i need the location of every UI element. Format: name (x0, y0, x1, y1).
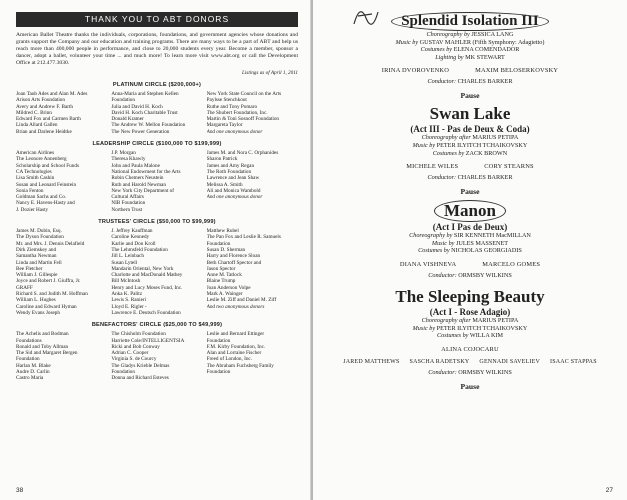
donor-name: Ricki and Bob Conway (111, 343, 160, 350)
credit-name: GUSTAV MAHLER (Fifth Symphony: Adagietto) (419, 38, 545, 46)
credit-role: Choreography by (409, 232, 453, 240)
dancer-name: GENNADI SAVELIEV (479, 358, 540, 365)
donor-name: The Achelis and Bodman (16, 331, 69, 338)
credit-role: Choreography after (421, 316, 471, 324)
credit-role: Costumes by (420, 46, 453, 54)
conductor-name: CHARLES BARKER (457, 174, 513, 182)
donor-name: Jill L. Leinbach (111, 253, 145, 260)
donor-name: Joyce and Robert J. Giuffra, Jr. (16, 278, 81, 285)
donor-name: Anne M. Tatlock (206, 272, 242, 279)
donor-name: Paylsse Stenchkout (206, 97, 247, 104)
donor-name: Martin & Toni Sosnoff Foundation (206, 116, 280, 123)
credit-role: Music by (395, 38, 419, 46)
donor-column (207, 91, 298, 135)
donor-name: Foundation (206, 337, 231, 344)
credit-line (327, 134, 613, 142)
credit-line (327, 54, 613, 62)
donor-name: Joan Anderson Volpe (206, 284, 251, 291)
donor-name: New York State Council on the Arts (206, 91, 282, 97)
dancer-name: SASCHA RADETSKY (409, 358, 470, 365)
donor-name: And one anonymous donor (206, 194, 263, 201)
donor-name: Harry and Florence Sloan (206, 253, 261, 260)
donor-name: Wendy Evans Joseph (16, 309, 60, 316)
dancer-name: DIANA VISHNEVA (399, 260, 457, 268)
donor-name: NIB Foundation (111, 200, 146, 207)
credit-name: NICHOLAS GEORGIADIS (451, 247, 522, 255)
donor-name: Dirk Ziemskey and (16, 246, 57, 253)
conductor-name: CHARLES BARKER (457, 78, 513, 86)
donor-column (16, 331, 107, 381)
credit-name: MARIUS PETIPA (472, 316, 519, 324)
donor-name: Ronald and Toby Allman (16, 343, 69, 350)
donor-name: Mildred C. Brinn (16, 109, 52, 116)
ballet-title (327, 200, 613, 222)
conductor-line (327, 369, 613, 376)
donor-name: The Gladys Krieble Delmas (111, 362, 170, 369)
donor-name: Susan Lytell (111, 259, 138, 266)
credit-role: Music by (431, 239, 455, 247)
dancer-list (327, 67, 613, 74)
dancer-name: MICHELE WILES (406, 163, 459, 171)
donor-name: Anna-Maria and Stephen Kellen (111, 91, 179, 97)
program-sections (327, 12, 613, 391)
credit-name: JULES MASSENET (455, 239, 509, 247)
conductor-label: Conductor: (427, 174, 457, 182)
ballet-title-text: The Sleeping Beauty (395, 286, 545, 306)
donor-name: F.M. Kirby Foundation, Inc. (206, 343, 266, 350)
credit-name: PETER ILYITCH TCHAIKOVSKY (436, 141, 528, 149)
donor-name: The Lehmsfeld Foundation (111, 246, 168, 253)
conductor-label: Conductor: (428, 271, 457, 279)
donor-name: Richard S. and Judith M. Hoffman (16, 291, 88, 298)
donor-name: The Andrew W. Mellon Foundation (111, 122, 186, 129)
donor-name: Freed of London, Inc. (206, 356, 253, 363)
donor-columns (16, 91, 298, 135)
donor-columns (16, 150, 298, 213)
donor-column (16, 228, 107, 316)
donor-name: Beth Chartoff Spector and (206, 259, 262, 266)
credit-name: JESSICA LANG (471, 31, 514, 38)
ballet-subtitle: (Act I Pas de Deux) (432, 222, 508, 233)
donor-name: Mark A. Wainger (206, 291, 243, 298)
donor-name: Linda Allard Gallen (16, 122, 58, 129)
credit-line (327, 232, 613, 240)
donor-name: Castro Maria (16, 375, 44, 382)
donor-name: National Endowment for the Arts (111, 168, 181, 175)
credit-line (327, 39, 613, 47)
donor-name: Henry and Lucy Moses Fund, Inc. (111, 284, 183, 291)
donor-name: Charlotte and MacDonald Mathey (111, 272, 183, 279)
donor-name: Brian and Darlene Heidtke (16, 128, 72, 135)
donor-name: New York City Department of (111, 187, 175, 194)
credit-role: Lighting by (435, 53, 464, 61)
donor-name: Cultural Affairs (111, 194, 144, 201)
credit-line (327, 46, 613, 54)
donor-name: Avery and Andrew F. Barth (16, 103, 73, 110)
conductor-name: ORMSBY WILKINS (458, 368, 512, 376)
credit-role: Costumes by (436, 332, 469, 340)
ballet-title-text: Splendid Isolation III (391, 12, 549, 31)
donor-name: Foundation (16, 356, 40, 363)
donor-name: The New Power Generation (111, 128, 170, 135)
credit-name: MK STEWART (465, 53, 505, 61)
donor-name: Lisa Smith Cashin (16, 175, 55, 182)
donor-name: Ruthe and Tony Pomaro (206, 103, 258, 110)
credit-line (327, 247, 613, 255)
donor-name: Joan Taub Ades and Alan M. Ades (16, 91, 88, 97)
pause-label: Pause (460, 381, 480, 391)
donor-name: American Airlines (16, 150, 55, 157)
dancer-name: ISAAC STAPPAS (550, 358, 597, 365)
conductor-label: Conductor: (428, 368, 457, 376)
donor-name: Alan and Lorraine Fischer (206, 350, 262, 357)
donor-name: Leslie M. Ziff and Daniel M. Ziff (206, 297, 277, 304)
donor-column (111, 331, 202, 381)
conductor-name: ORMSBY WILKINS (458, 271, 512, 279)
circle-heading: LEADERSHIP CIRCLE ($100,000 TO $199,999) (92, 141, 222, 148)
credit-role: Music by (412, 324, 436, 332)
dancer-list (327, 359, 613, 365)
credit-line (327, 31, 613, 39)
program-page (313, 0, 627, 500)
donor-name: Harlan M. Blake (16, 362, 51, 369)
donor-circles (16, 82, 298, 382)
ballet-title-text: Manon (434, 200, 506, 222)
donor-columns (16, 331, 298, 381)
ballet-title-text: Swan Lake (429, 104, 511, 124)
donor-name: Sonia Fenton (16, 187, 44, 194)
donor-column (207, 150, 298, 213)
donor-name: GRAFF (16, 284, 33, 291)
donor-name: Edward Fox and Carmen Barth (16, 116, 81, 123)
donor-name: Blaine Trump (206, 278, 236, 285)
donor-name: Foundation (206, 240, 231, 247)
donor-name: And two anonymous donors (206, 303, 265, 310)
pause-label: Pause (460, 187, 480, 197)
credit-line (327, 332, 613, 340)
donor-name: Foundation (206, 368, 231, 375)
donor-name: J. Jeffrey Kauffman (111, 228, 153, 235)
dancer-name: MARCELO GOMES (482, 260, 541, 268)
donor-name: Theresa Khawly (111, 156, 146, 163)
lead-dancer: ALINA COJOCARU (441, 345, 499, 353)
dancer-list (327, 163, 613, 170)
donor-name: The Dyson Foundation (16, 234, 64, 241)
donor-name: Harriette Cole/INTELLIGENTSIA (111, 337, 185, 344)
circle-heading: TRUSTEES' CIRCLE ($50,000 TO $99,999) (98, 219, 216, 226)
donor-name: James M. and Nora C. Orphanides (206, 150, 279, 157)
donor-name: Donald Kramer (111, 116, 144, 123)
donor-name: Lawrence E. Deutsch Foundation (111, 309, 181, 316)
donor-column (207, 228, 298, 316)
donor-name: Foundations (16, 337, 42, 344)
donor-name: Jason Spector (206, 265, 236, 272)
donor-name: Caroline Kennedy (111, 234, 150, 241)
donor-name: Adrian C. Cooper (111, 350, 149, 357)
donors-intro: American Ballet Theatre thanks the individuals, corporations, foundations, and government agencies whose donations and grants support the Company and our education and training programs. There are many ways to be a part of ABT and help us reach more than 400,000 people in performance, and close to 20,000 students every year. Become a member, sponsor a dancer, adopt a ballet, volunteer your time ... and much more! To learn more visit www.abt.org or call the Development Office at 212.477.3030. (16, 32, 298, 66)
donor-columns (16, 228, 298, 316)
donor-name: Scholarship and School Funds (16, 162, 79, 169)
donor-name: CA Technologies (16, 168, 52, 175)
donors-page (0, 0, 312, 500)
donor-name: Julia and David H. Koch (111, 103, 163, 110)
ballet-subtitle: (Act I - Rose Adagio) (429, 306, 511, 317)
donor-name: Anka K. Palitz (111, 291, 143, 298)
circle-heading: PLATINUM CIRCLE ($200,000+) (112, 82, 202, 88)
page-number-left: 38 (16, 487, 24, 494)
donor-name: The Shubert Foundation, Inc. (206, 109, 268, 116)
credit-line (327, 317, 613, 325)
donor-name: Margareta Taylor (206, 122, 243, 129)
donor-name: John and Paula Malone (111, 162, 160, 169)
donor-name: Mandarin Oriental, New York (111, 265, 174, 272)
donor-name: Matthew Rubel (206, 228, 239, 235)
donor-column (207, 331, 298, 381)
donor-name: Arison Arts Foundation (16, 97, 65, 104)
donor-name: David H. Koch Charitable Trust (111, 109, 178, 116)
dancer-name: MAXIM BELOSERKOVSKY (475, 67, 559, 75)
credit-role: Costumes by (432, 149, 465, 157)
credit-name: PETER ILYITCH TCHAIKOVSKY (436, 324, 528, 332)
dancer-list (327, 261, 613, 268)
credit-line (327, 142, 613, 150)
donor-name: Bill McIntosh (111, 278, 141, 285)
donor-name: The Abraham Fuchsberg Family (206, 362, 274, 369)
donor-name: Lloyd E. Rigler - (111, 303, 147, 310)
circle-heading: BENEFACTORS' CIRCLE ($25,000 TO $49,999) (91, 322, 223, 329)
credit-name: MARIUS PETIPA (472, 134, 519, 142)
ballet-title (327, 287, 613, 307)
donor-name: Susan D. Sherman (206, 246, 246, 253)
donor-name: The Leonore Annenberg (16, 156, 67, 163)
donor-name: Bee Fletcher (16, 265, 43, 272)
credit-line (327, 150, 613, 158)
donor-name: Foundation (111, 368, 135, 375)
credit-name: WILLA KIM (469, 332, 504, 340)
ballet-section (327, 104, 613, 196)
listing-note: Listings as of April 1, 2011 (241, 70, 298, 76)
donor-column (16, 150, 107, 213)
conductor-line (327, 78, 613, 85)
ballet-title (327, 104, 613, 124)
donor-name: James M. Dubin, Esq. (16, 228, 62, 235)
donor-name: Ruth and Harold Newman (111, 181, 166, 188)
donors-banner: THANK YOU TO ABT DONORS (16, 12, 298, 27)
conductor-line (327, 272, 613, 279)
donor-column (16, 91, 107, 135)
donor-column (111, 91, 202, 135)
credit-line (327, 240, 613, 248)
donor-name: Linda and Martin Fell (16, 259, 62, 266)
donor-name: J.P. Morgan (111, 150, 136, 157)
donor-name: Caroline and Edward Hyman (16, 303, 77, 310)
credit-role: Music by (412, 141, 436, 149)
donor-name: William J. Gillespie (16, 272, 58, 279)
donor-name: Audre D. Carlin (16, 368, 50, 375)
donor-name: The Chisholm Foundation (111, 331, 166, 338)
donor-name: Nancy E. Havens-Hasty and (16, 200, 75, 207)
credit-line (327, 325, 613, 333)
donor-name: William L. Hughes (16, 297, 56, 304)
donor-name: The Pan Fox and Leslie R. Samuels (206, 234, 281, 241)
donor-name: Virginia S. de Courcy (111, 356, 157, 363)
page-number-right: 27 (605, 487, 613, 494)
donor-name: Lawrence and Jean Shaw (206, 175, 260, 182)
donor-name: The Sid and Margaret Bergen (16, 350, 78, 357)
credit-role: Costumes by (418, 247, 450, 255)
donor-name: James and Amy Regan (206, 162, 255, 169)
donor-name: Foundation (111, 97, 135, 104)
dancer-name: IRINA DVOROVENKO (381, 67, 450, 75)
ballet-subtitle: (Act III - Pas de Deux & Coda) (410, 124, 530, 135)
donor-name: Robin Chemers Neustein (111, 175, 164, 182)
handwritten-mark-icon (352, 6, 382, 28)
donor-name: Samantha Newman (16, 253, 57, 260)
donor-name: Northern Trust (111, 206, 143, 213)
donor-name: The Roth Foundation (206, 168, 252, 175)
donor-name: Sharon Patrick (206, 156, 238, 163)
donor-name: J. Dozier Hasty (16, 206, 49, 213)
donor-name: Ali and Monica Wambold (206, 187, 261, 194)
dancer-name: CORY STEARNS (484, 163, 534, 171)
donor-column (111, 150, 202, 213)
conductor-label: Conductor: (427, 78, 457, 86)
credit-role: Choreography by (426, 31, 470, 38)
donor-name: And one anonymous donor (206, 128, 263, 135)
donor-name: Susan and Leonard Feinstein (16, 181, 77, 188)
pause-label: Pause (460, 91, 480, 101)
donor-name: Donna and Richard Esteves (111, 375, 169, 382)
credit-name: SIR KENNETH MacMILLAN (453, 232, 531, 240)
donor-name: Lewis S. Ranieri (111, 297, 147, 304)
donor-column (111, 228, 202, 316)
conductor-line (327, 174, 613, 181)
credit-name: ZACK BROWN (465, 149, 508, 157)
donor-name: Leslie and Bernard Ettinger (206, 331, 265, 338)
donor-name: Goldman Sachs and Co. (16, 194, 67, 201)
dancer-name: JARED MATTHEWS (343, 358, 400, 365)
donor-name: Karlie and Don Kroll (111, 240, 156, 247)
credit-name: ELENA COMENDADOR (453, 46, 520, 54)
ballet-section (327, 287, 613, 391)
donor-name: Melissa A. Smith (206, 181, 243, 188)
credit-role: Choreography after (421, 134, 471, 142)
ballet-section (327, 200, 613, 287)
donor-name: Mr. and Mrs. J. Dennis Delafield (16, 240, 85, 247)
